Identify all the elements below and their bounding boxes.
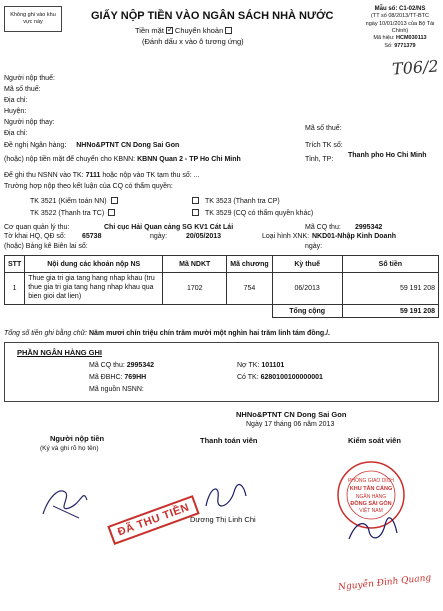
bank-source-label: Mã nguồn NSNN: [89,386,144,393]
bank-debit-value: 101101 [261,362,285,369]
tk3521-checkbox[interactable] [111,197,118,204]
temp-account-label: hoặc nộp vào TK tạm thu số: ... [102,172,200,179]
row-period: 06/2013 [272,273,342,305]
seal-bottom-text: VIỆT NAM [359,508,383,514]
tk3523-option[interactable] [190,197,280,205]
bank-request-value: NHNo&PTNT CN Dong Sai Gon [76,142,180,149]
row-chuong: 754 [227,273,272,305]
payer-signature [35,478,95,523]
cash-checkbox[interactable] [166,27,173,34]
bank-source-row [89,386,144,393]
col-content: Nội dung các khoản nộp NS [25,256,163,273]
controller-name: Nguyễn Đình Quang [337,573,432,593]
agency-value: Chi cục Hải Quan cảng SG KV1 Cát Lái [104,224,234,231]
treasury-row [4,156,241,163]
col-stt: STT [5,256,25,273]
cashier-title: Thanh toán viên [200,436,258,445]
restricted-area-text: Không ghi vào khu vực này [10,12,56,26]
bank-cq-label: Mã CQ thu: [89,362,125,369]
bank-cq-value: 2995342 [126,362,155,369]
form-code-value: HCM030113 [396,35,427,42]
province-value: Thanh pho Ho Chi Minh [348,152,427,159]
tk3529-checkbox[interactable] [192,209,199,216]
total-row [5,305,439,318]
payer-signature-title: Người nộp tiền [50,434,105,443]
tk3529-label: TK 3529 (CQ có thẩm quyền khác) [205,210,314,217]
row-amount: 59 191 208 [342,273,438,305]
trade-type-value: NKD01-Nhập Kinh Doanh [312,233,396,240]
payer-address-label: Địa chỉ: [4,97,28,104]
declaration-label: Tờ khai HQ, QĐ số: [4,233,66,240]
total-label: Tổng cộng [272,305,342,318]
tk3523-checkbox[interactable] [192,197,199,204]
cashier-name: Dương Thị Linh Chi [190,515,256,524]
seal-mid-text: KHU TÂN CẢNG [349,486,393,492]
col-amount: Số tiền [342,256,438,273]
payment-table [4,255,439,318]
bank-dbhc-row [89,374,146,381]
collect-account-row [4,172,200,179]
col-ndkt: Mã NDKT [163,256,227,273]
bank-section [4,342,439,402]
row-ndkt: 1702 [163,273,227,305]
tk3522-checkbox[interactable] [108,209,115,216]
row-stt: 1 [5,273,25,305]
payer-district-label: Huyện: [4,108,27,115]
declaration-date-value: 20/05/2013 [186,233,222,240]
cq-code-value: 2995342 [355,224,383,231]
table-header-row [5,256,439,273]
document-title: GIẤY NỘP TIỀN VÀO NGÂN SÁCH NHÀ NƯỚC [91,10,334,22]
transfer-label: Chuyển khoản [174,26,224,35]
case-label: Trường hợp nộp theo kết luận của CQ có thẩm quyền: [4,183,173,190]
cashier-signature [200,480,250,510]
signing-bank-name: NHNo&PTNT CN Dong Sai Gon [236,410,347,419]
seal-bank-text: NGÂN HÀNG [355,494,387,500]
paid-stamp [107,495,200,545]
mark-hint: (Đánh dấu x vào ô tương ứng) [142,37,244,46]
payment-method [135,26,234,35]
treasury-value: KBNN Quan 2 - TP Ho Chi Minh [137,156,241,163]
total-amount: 59 191 208 [342,305,438,318]
col-chuong: Mã chương [227,256,272,273]
table-row [5,273,439,305]
col-period: Kỳ thuế [272,256,342,273]
receipt-list-date-label: ngày: [305,243,323,250]
form-code [360,35,440,42]
total-spacer [5,305,273,318]
cash-label: Tiền mặt [135,26,164,35]
bank-debit-label: Nợ TK: [237,362,260,369]
form-serial [360,43,440,50]
agency-label: Cơ quan quản lý thu: [4,224,70,231]
tk3523-label: TK 3523 (Thanh tra CP) [205,198,280,205]
collect-label: Để ghi thu NSNN vào TK: [4,172,84,179]
proxy-address-label: Địa chỉ: [4,130,28,137]
bank-credit-label: Có TK: [237,374,259,381]
treasury-label: (hoặc) nộp tiền mặt để chuyển cho KBNN: [4,156,136,163]
payer-name-label: Người nộp thuế: [4,75,55,82]
form-ref: (TT số 08/2013/TT-BTC [371,13,429,20]
bank-debit-row [237,362,284,369]
bank-cq-row [89,362,154,369]
form-code-label: Mã hiệu: [373,35,395,42]
signing-date: Ngày 17 tháng 06 năm 2013 [246,421,335,428]
form-serial-value: 9771379 [394,42,416,49]
bank-credit-value: 6280100100000001 [260,374,323,381]
payer-signature-hint: (Ký và ghi rõ họ tên) [40,445,99,452]
seal-text: ĐỒNG SÀI GÒN [350,501,392,507]
cq-code-label: Mã CQ thu: [305,224,341,231]
bank-request-label: Đề nghị Ngân hàng: [4,142,67,149]
handwritten-mark: T06/2 [391,56,440,79]
tk3521-label: TK 3521 (Kiểm toán NN) [30,198,107,205]
amount-words-value: Năm mươi chín triệu chín trăm mười một nghìn hai trăm linh tám đồng./. [89,330,330,337]
declaration-value: 65738 [82,233,102,240]
payer-tax-label: Mã số thuế: [4,86,41,93]
amount-in-words-row [4,330,330,337]
proxy-name-label: Người nộp thay: [4,119,55,126]
transfer-checkbox[interactable] [225,27,232,34]
debit-account-label: Trích TK số: [305,142,343,149]
tk3521-option[interactable] [30,197,120,205]
paid-stamp-text: ĐÃ THU TIỀN [116,501,191,539]
form-number: Mẫu số: C1-02/NS [374,6,426,12]
bank-request-row [4,142,179,149]
tk3529-option[interactable] [190,209,313,217]
restricted-area-box [4,6,62,32]
controller-signature [345,515,400,545]
bank-section-title: PHẦN NGÂN HÀNG GHI [17,348,103,357]
declaration-date-label: ngày: [150,233,168,240]
tk3522-option[interactable] [30,209,117,217]
controller-title: Kiểm soát viên [348,436,401,445]
receipt-list-label: (hoặc) Bảng kê Biên lai số: [4,243,88,250]
form-ref-3: Chính) [391,27,409,34]
form-info [360,5,440,50]
proxy-tax-label: Mã số thuế: [305,125,342,132]
bank-dbhc-label: Mã ĐBHC: [89,374,123,381]
form-serial-label: Số: [384,42,393,49]
seal-top-text: PHÒNG GIAO DỊCH [348,478,394,484]
form-ref-2: ngày 10/01/2013 của Bộ Tài [365,20,435,27]
bank-dbhc-value: 769HH [124,374,147,381]
trade-type-label: Loại hình XNK: [262,233,310,240]
amount-words-label: Tổng số tiền ghi bằng chữ: [4,330,88,337]
row-content: Thue gia tri gia tang hang nhap khau (tru thue gia tri gia tang hang nhap khau qua bien gioi dat lien) [25,273,163,305]
bank-credit-row [237,374,323,381]
tk3522-label: TK 3522 (Thanh tra TC) [30,210,105,217]
collect-value: 7111 [85,172,101,179]
province-label: Tỉnh, TP: [305,156,334,163]
